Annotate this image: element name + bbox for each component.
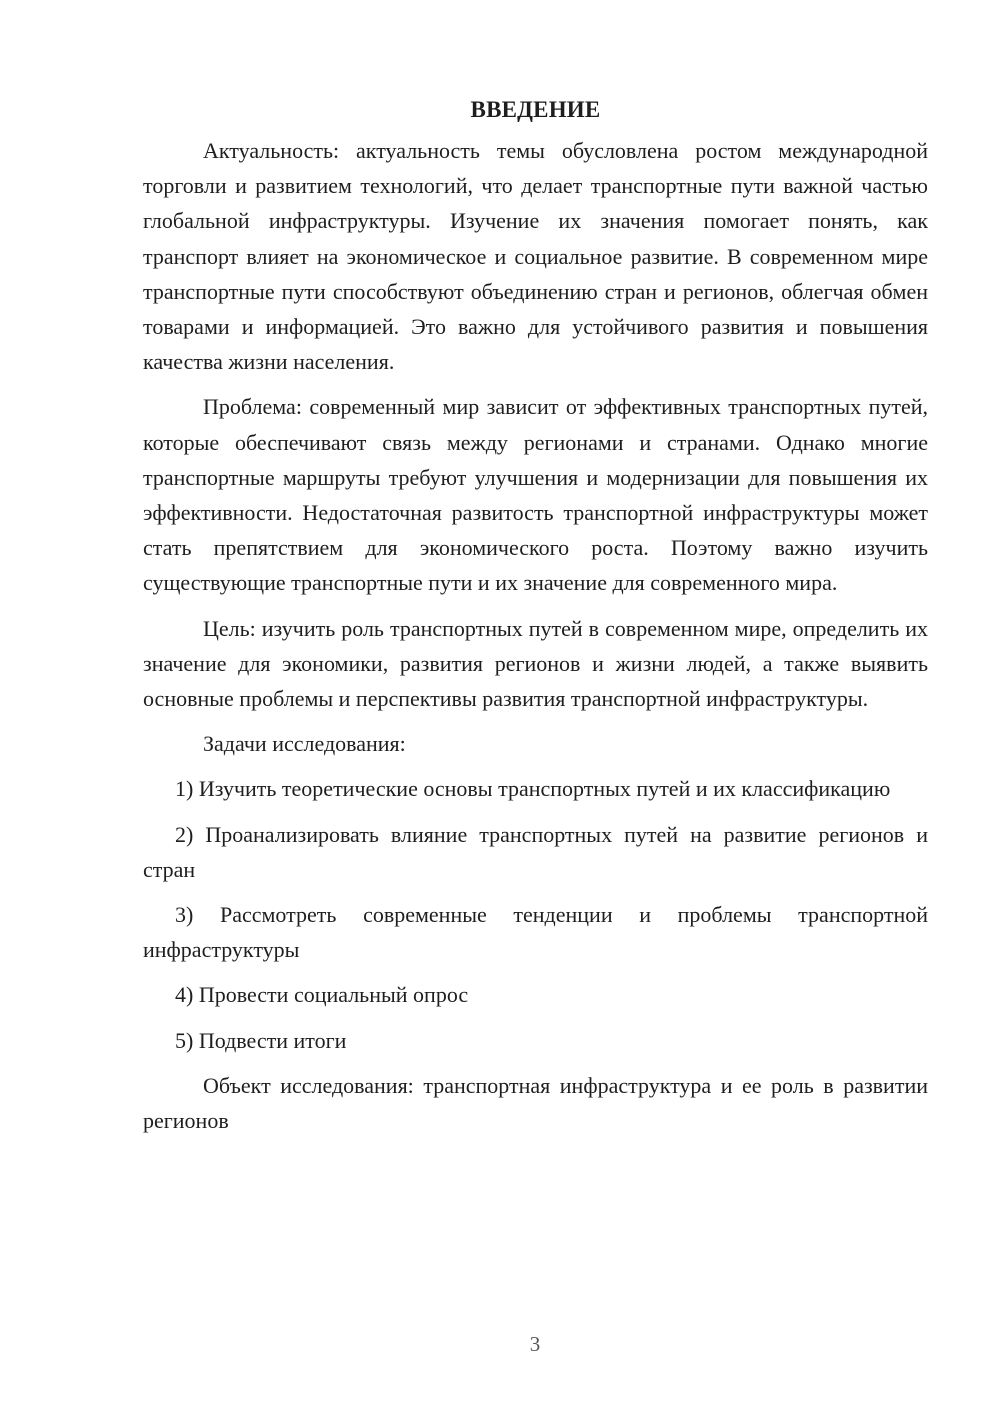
task-item-2: 2) Проанализировать влияние транспортных путей на развитие регионов и стран — [143, 821, 928, 882]
problem-paragraph: Проблема: современный мир зависит от эффективных транспортных путей, которые обеспечивают связь между регионами и странами. Однако многие транспортные маршруты требуют улучшения и модернизации для повышения их эффективности. Недостаточная развитость транспортной инфраструктуры может стать препятствием для экономического роста. Поэтому важно изучить существующие транспортные пути и их значение для современного мира. — [143, 394, 928, 596]
section-title: ВВЕДЕНИЕ — [470, 97, 601, 122]
task-item-4: 4) Провести социальный опрос — [175, 982, 469, 1008]
page-number: 3 — [529, 1332, 541, 1356]
task-item-3: 3) Рассмотреть современные тенденции и проблемы транспортной инфраструктуры — [143, 902, 928, 963]
object-paragraph: Объект исследования: транспортная инфраструктура и ее роль в развитии регионов — [143, 1072, 928, 1134]
goal-paragraph: Цель: изучить роль транспортных путей в современном мире, определить их значение для экономики, развития регионов и жизни людей, а также выявить основные проблемы и перспективы развития транспортной инфраструктуры. — [143, 615, 928, 712]
document-page — [143, 92, 928, 1148]
tasks-heading: Задачи исследования: — [203, 731, 406, 757]
task-item-5: 5) Подвести итоги — [175, 1027, 347, 1053]
task-item-1: 1) Изучить теоретические основы транспортных путей и их классификацию — [175, 776, 891, 802]
relevance-paragraph: Актуальность: актуальность темы обусловлена ростом международной торговли и развитием технологий, что делает транспортные пути важной частью глобальной инфраструктуры. Изучение их значения помогает понять, как транспорт влияет на экономическое и социальное развитие. В современном мире транспортные пути способствуют объединению стран и регионов, облегчая обмен товарами и информацией. Это важно для устойчивого развития и повышения качества жизни населения. — [143, 138, 928, 375]
